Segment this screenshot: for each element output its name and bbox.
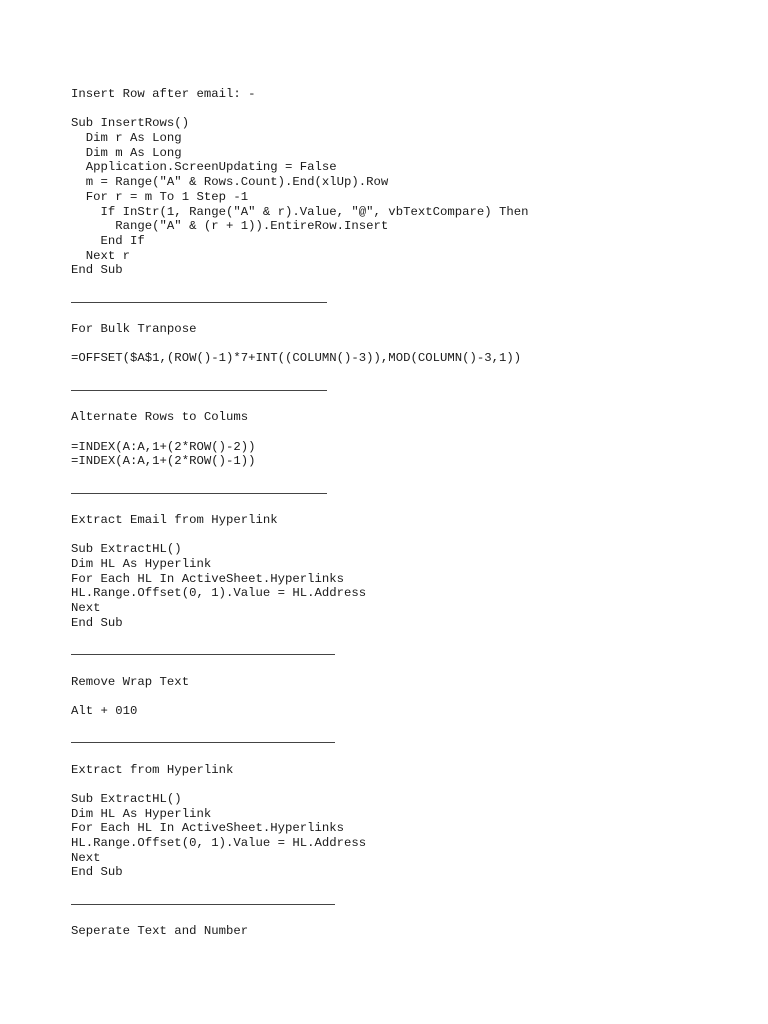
code-line: Sub InsertRows() xyxy=(71,116,190,131)
code-line: Sub ExtractHL() xyxy=(71,542,182,557)
code-line: End Sub xyxy=(71,263,123,278)
blank-line xyxy=(71,630,751,645)
code-line: Sub ExtractHL() xyxy=(71,792,182,806)
blank-line xyxy=(71,528,751,543)
blank-line xyxy=(71,395,751,410)
blank-line xyxy=(71,102,751,117)
section-divider xyxy=(71,293,751,308)
code-line: m = Range("A" & Rows.Count).End(xlUp).Row xyxy=(71,175,389,190)
code-line: Alt + 010 xyxy=(71,703,138,718)
section-divider xyxy=(71,645,751,660)
blank-line xyxy=(71,689,751,704)
blank-line xyxy=(71,307,751,322)
code-line: For Each HL In ActiveSheet.Hyperlinks xyxy=(71,821,345,836)
section-title: Extract from Hyperlink xyxy=(71,762,234,777)
code-line: =INDEX(A:A,1+(2*ROW()-1)) xyxy=(71,454,256,469)
blank-line xyxy=(71,660,751,675)
code-line: =OFFSET($A$1,(ROW()-1)*7+INT((COLUMN()-3)),MOD(COLUMN()-3,1)) xyxy=(71,351,522,366)
code-line: For r = m To 1 Step -1 xyxy=(71,189,249,204)
blank-line xyxy=(71,366,751,381)
blank-line xyxy=(71,777,751,792)
blank-line xyxy=(71,719,751,734)
code-line: End Sub xyxy=(71,615,123,630)
blank-line xyxy=(71,278,751,293)
blank-line xyxy=(71,880,751,895)
section-title: Seperate Text and Number xyxy=(71,924,249,939)
code-line: Dim r As Long xyxy=(71,131,182,146)
blank-line xyxy=(71,337,751,352)
code-line: Next xyxy=(71,601,101,616)
blank-line xyxy=(71,425,751,440)
code-line: If InStr(1, Range("A" & r).Value, "@", vbTextCompare) Then xyxy=(71,204,529,219)
code-line: Application.ScreenUpdating = False xyxy=(71,160,337,175)
section-divider xyxy=(71,381,751,396)
section-title: Remove Wrap Text xyxy=(71,674,190,689)
section-title: Extract Email from Hyperlink xyxy=(71,512,278,527)
code-line: HL.Range.Offset(0, 1).Value = HL.Address xyxy=(71,836,367,851)
blank-line xyxy=(71,498,751,513)
code-line: Next r xyxy=(71,248,131,263)
section-divider xyxy=(71,895,751,910)
section-title: Alternate Rows to Colums xyxy=(71,410,249,425)
blank-line xyxy=(71,469,751,484)
blank-line xyxy=(71,910,751,925)
code-line: =INDEX(A:A,1+(2*ROW()-2)) xyxy=(71,439,256,454)
code-line: Range("A" & (r + 1)).EntireRow.Insert xyxy=(71,219,389,234)
code-line: Next xyxy=(71,850,101,865)
code-line: Dim HL As Hyperlink xyxy=(71,557,212,571)
section-title: For Bulk Tranpose xyxy=(71,322,197,336)
code-line: End Sub xyxy=(71,865,123,880)
section-divider xyxy=(71,484,751,499)
code-line: Dim m As Long xyxy=(71,145,182,160)
code-line: HL.Range.Offset(0, 1).Value = HL.Address xyxy=(71,586,367,601)
code-line: For Each HL In ActiveSheet.Hyperlinks xyxy=(71,571,345,586)
document-body xyxy=(71,87,751,939)
code-line: End If xyxy=(71,233,145,248)
code-line: Dim HL As Hyperlink xyxy=(71,806,212,821)
blank-line xyxy=(71,748,751,763)
section-title: Insert Row after email: - xyxy=(71,87,256,101)
section-divider xyxy=(71,733,751,748)
